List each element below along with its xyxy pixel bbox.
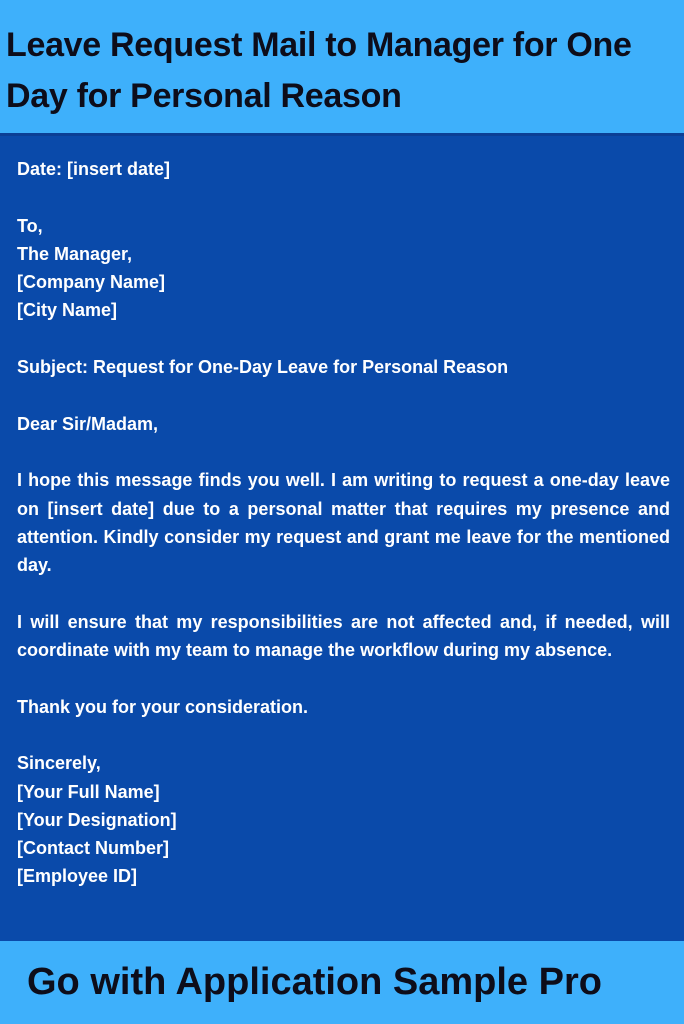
letter-text <box>17 155 670 891</box>
footer-brand-text: Go with Application Sample Pro <box>27 961 602 1003</box>
spacer <box>17 579 670 607</box>
spacer <box>17 721 670 749</box>
spacer <box>17 183 670 211</box>
thanks-line: Thank you for your consideration. <box>17 696 309 717</box>
recipient-manager: The Manager, <box>17 243 133 264</box>
signature-employee-id: [Employee ID] <box>17 866 138 887</box>
body-paragraph-2: I will ensure that my responsibilities are not affected and, if needed, will coordinate with my team to manage the workflow during my absence. <box>17 611 670 661</box>
page-title: Leave Request Mail to Manager for One Day for Personal Reason <box>6 26 632 115</box>
spacer <box>17 325 670 353</box>
spacer <box>17 438 670 466</box>
recipient-company: [Company Name] <box>17 272 166 293</box>
footer-banner <box>0 941 684 1024</box>
closing-line: Sincerely, <box>17 753 101 774</box>
spacer <box>17 381 670 409</box>
letter-panel <box>0 136 684 941</box>
recipient-city: [City Name] <box>17 300 118 321</box>
title-banner <box>0 0 684 133</box>
spacer <box>17 664 670 692</box>
recipient-to: To, <box>17 215 43 236</box>
salutation: Dear Sir/Madam, <box>17 413 159 434</box>
date-line: Date: [insert date] <box>17 159 171 179</box>
signature-contact: [Contact Number] <box>17 838 169 859</box>
signature-name: [Your Full Name] <box>17 781 160 802</box>
signature-designation: [Your Designation] <box>17 809 177 830</box>
subject-line: Subject: Request for One-Day Leave for Personal Reason <box>17 357 509 378</box>
body-paragraph-1: I hope this message finds you well. I am writing to request a one-day leave on [insert date] due to a personal matter that requires my presence and attention. Kindly consider my request and grant me leave for the mentioned day. <box>17 470 670 576</box>
